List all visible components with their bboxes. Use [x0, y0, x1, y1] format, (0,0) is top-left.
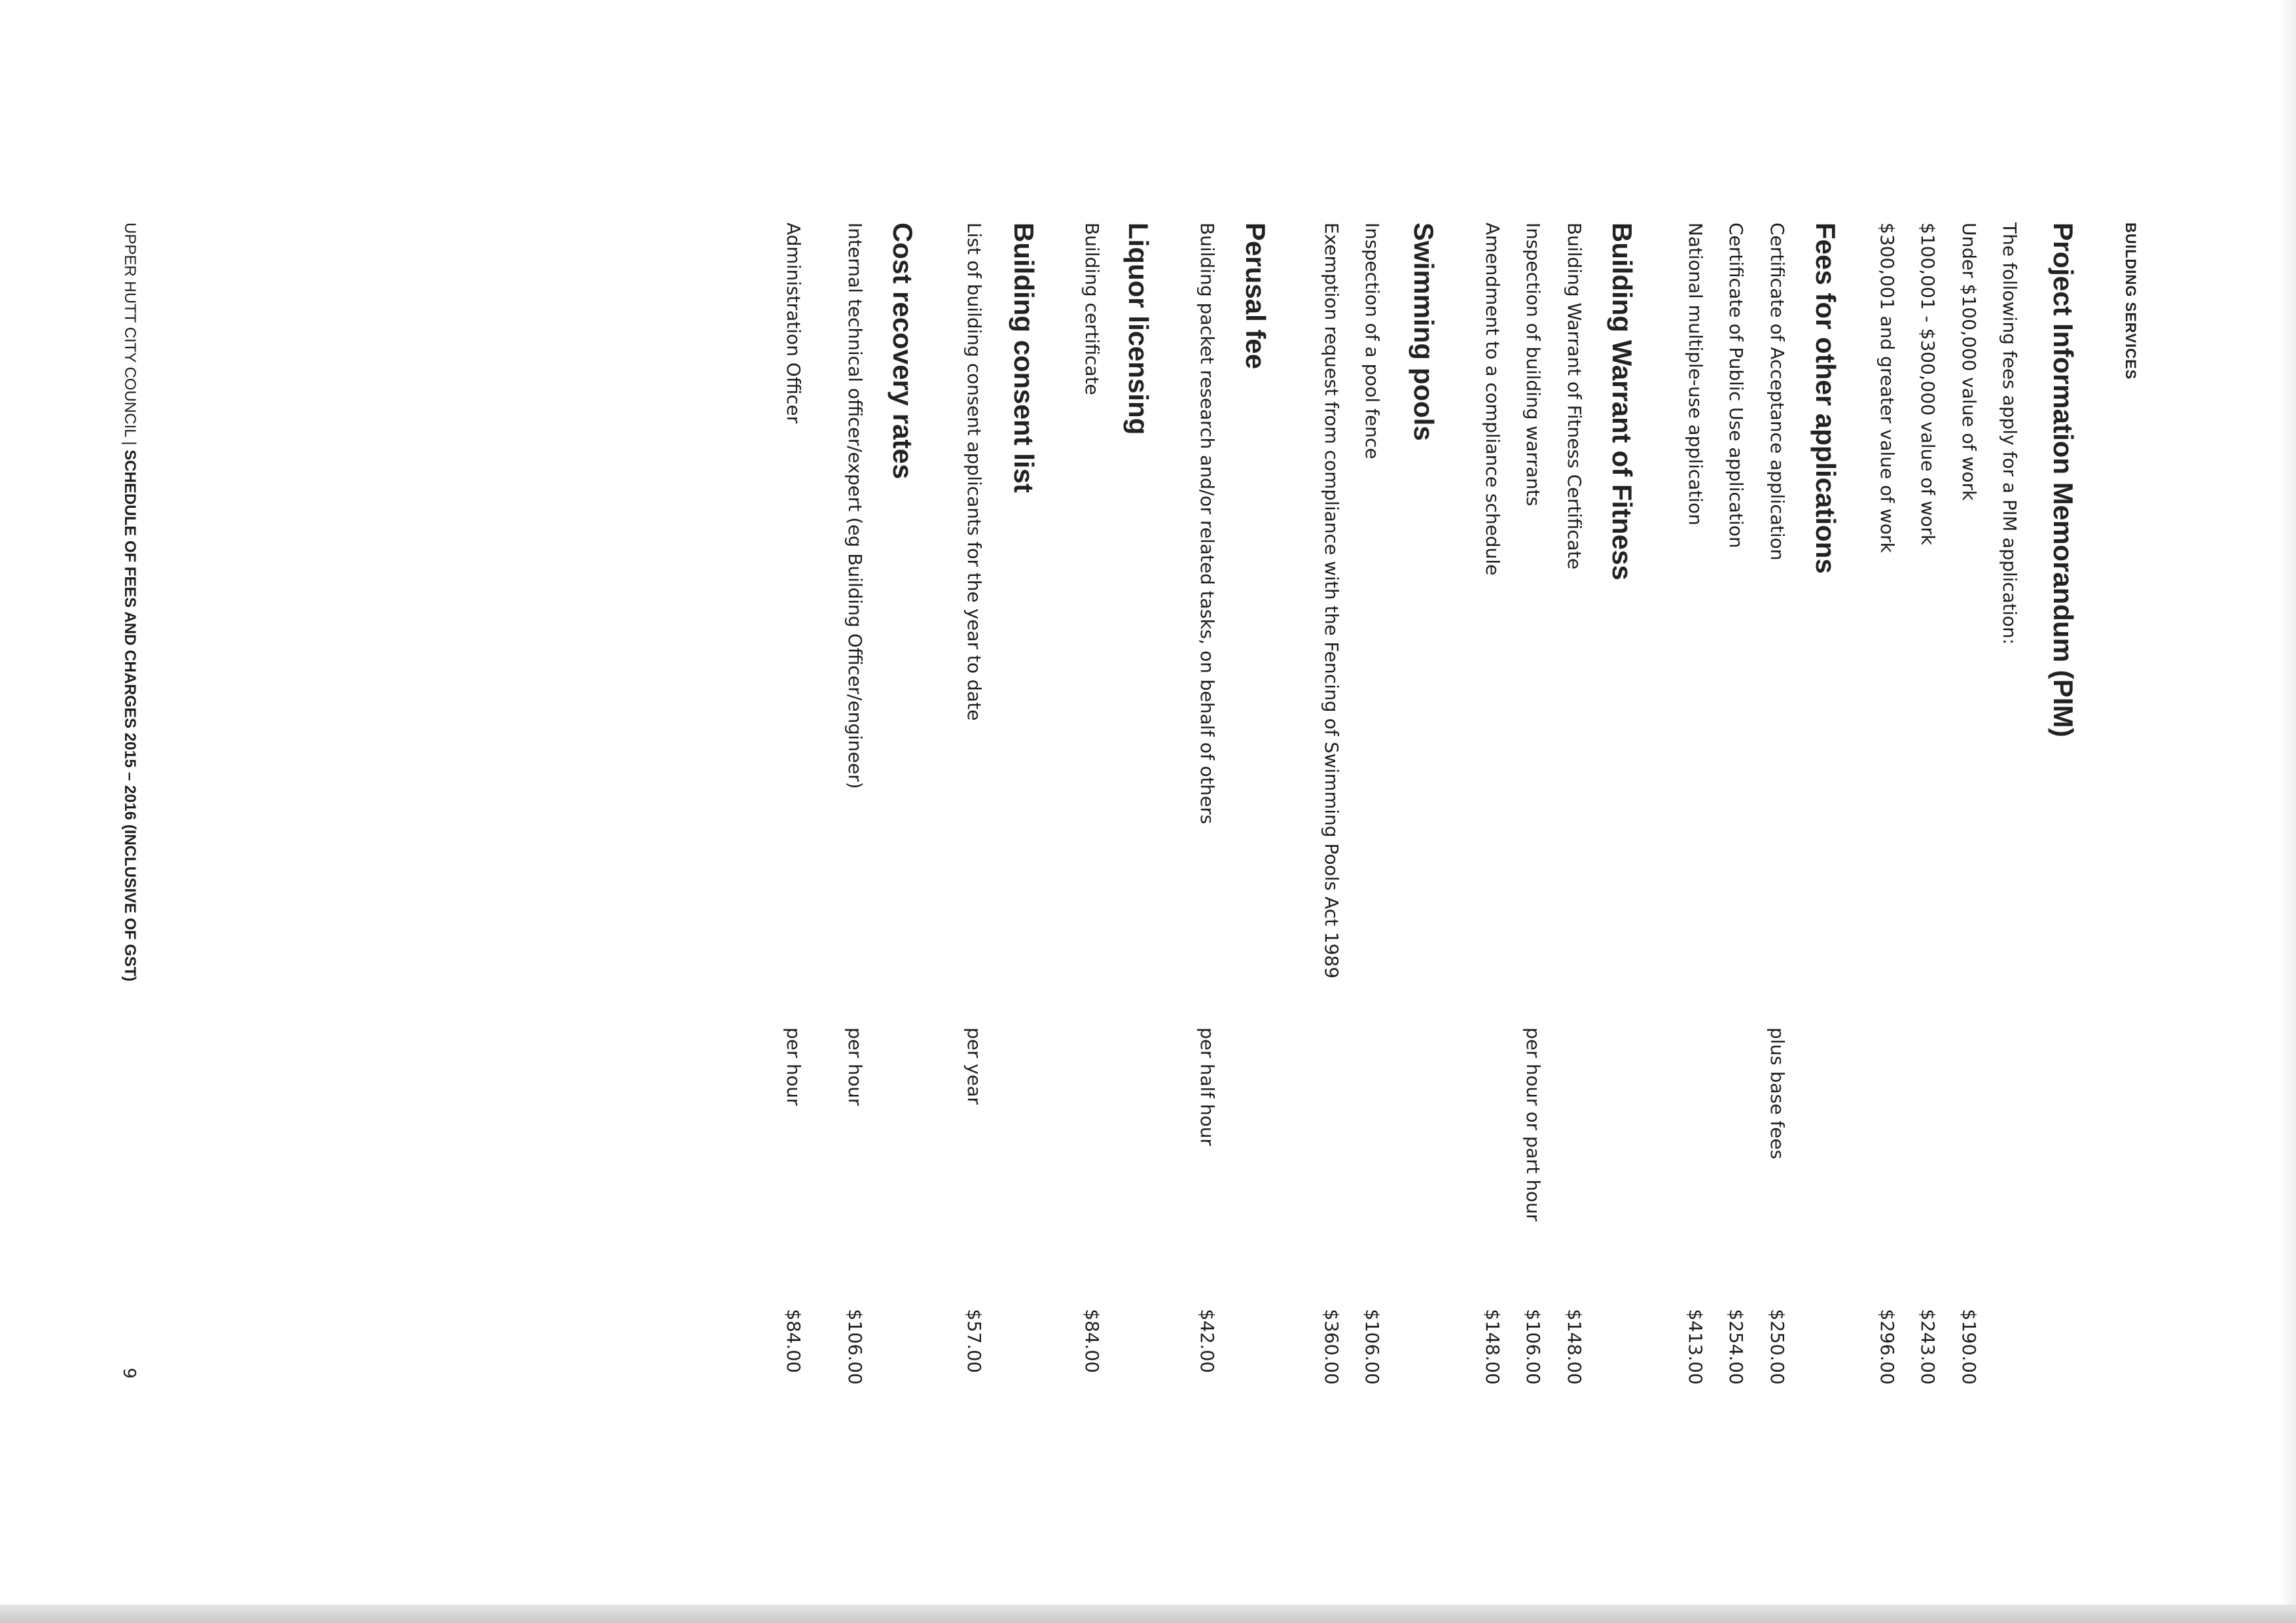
other-apps-row-label: National multiple-use application	[1685, 223, 1706, 526]
cost-recovery-heading: Cost recovery rates	[888, 223, 918, 480]
consent-list-row-note: per year	[963, 1027, 985, 1105]
perusal-heading: Perusal fee	[1240, 223, 1271, 370]
page-number: 9	[119, 1368, 139, 1379]
cost-recovery-row-label: Administration Officer	[783, 223, 804, 424]
bwof-row-price: $148.00	[1482, 1309, 1503, 1385]
other-apps-row-label: Certificate of Acceptance application	[1767, 223, 1788, 561]
other-apps-row-price: $254.00	[1725, 1309, 1747, 1385]
bwof-row-price: $106.00	[1522, 1309, 1544, 1385]
liquor-row-price: $84.00	[1081, 1309, 1103, 1373]
perusal-row-label: Building packet research and/or related tasks, on behalf of others	[1196, 223, 1218, 825]
section-label: BUILDING SERVICES	[2123, 223, 2139, 380]
footer-doc-title: SCHEDULE OF FEES AND CHARGES 2015 – 2016 (INCLUSIVE OF GST)	[121, 450, 139, 982]
liquor-row-label: Building certificate	[1081, 223, 1103, 395]
cost-recovery-row-note: per hour	[783, 1027, 804, 1106]
pim-row-label: $300,001 and greater value of work	[1876, 223, 1898, 553]
bwof-row-note: per hour or part hour	[1522, 1027, 1544, 1222]
consent-list-heading: Building consent list	[1009, 223, 1039, 493]
footer	[120, 223, 139, 982]
bwof-row-label: Amendment to a compliance schedule	[1482, 223, 1503, 576]
consent-list-row-label: List of building consent applicants for the year to date	[963, 223, 985, 721]
liquor-heading: Liquor licensing	[1123, 223, 1154, 435]
cost-recovery-row-label: Internal technical officer/expert (eg Building Officer/engineer)	[844, 223, 866, 789]
pools-row-price: $360.00	[1321, 1309, 1342, 1385]
pim-row-price: $190.00	[1958, 1309, 1980, 1385]
other-apps-heading: Fees for other applications	[1810, 223, 1841, 574]
pim-heading: Project Information Memorandum (PIM)	[2048, 223, 2079, 738]
cost-recovery-row-price: $106.00	[844, 1309, 866, 1385]
pim-row-price: $243.00	[1917, 1309, 1939, 1385]
pools-row-price: $106.00	[1361, 1309, 1383, 1385]
cost-recovery-row-note: per hour	[844, 1027, 866, 1106]
pools-heading: Swimming pools	[1408, 223, 1439, 441]
pim-intro: The following fees apply for a PIM application:	[1999, 223, 2020, 645]
consent-list-row-price: $57.00	[963, 1309, 985, 1373]
bwof-row-label: Inspection of building warrants	[1522, 223, 1544, 507]
pim-row-price: $296.00	[1876, 1309, 1898, 1385]
bwof-row-price: $148.00	[1564, 1309, 1585, 1385]
other-apps-row-label: Certificate of Public Use application	[1725, 223, 1747, 548]
other-apps-row-price: $413.00	[1685, 1309, 1706, 1385]
footer-council: UPPER HUTT CITY COUNCIL |	[121, 223, 139, 450]
other-apps-row-price: $250.00	[1767, 1309, 1788, 1385]
perusal-row-note: per half hour	[1196, 1027, 1218, 1146]
pools-row-label: Inspection of a pool fence	[1361, 223, 1383, 459]
bwof-heading: Building Warrant of Fitness	[1607, 223, 1638, 580]
cost-recovery-row-price: $84.00	[783, 1309, 804, 1373]
pools-row-label: Exemption request from compliance with the Fencing of Swimming Pools Act 1989	[1321, 223, 1342, 979]
pim-row-label: Under $100,000 value of work	[1958, 223, 1980, 501]
other-apps-row-note: plus base fees	[1767, 1027, 1788, 1160]
bwof-row-label: Building Warrant of Fitness Certificate	[1564, 223, 1585, 570]
pim-row-label: $100,001 - $300,000 value of work	[1917, 223, 1939, 546]
perusal-row-price: $42.00	[1196, 1309, 1218, 1373]
